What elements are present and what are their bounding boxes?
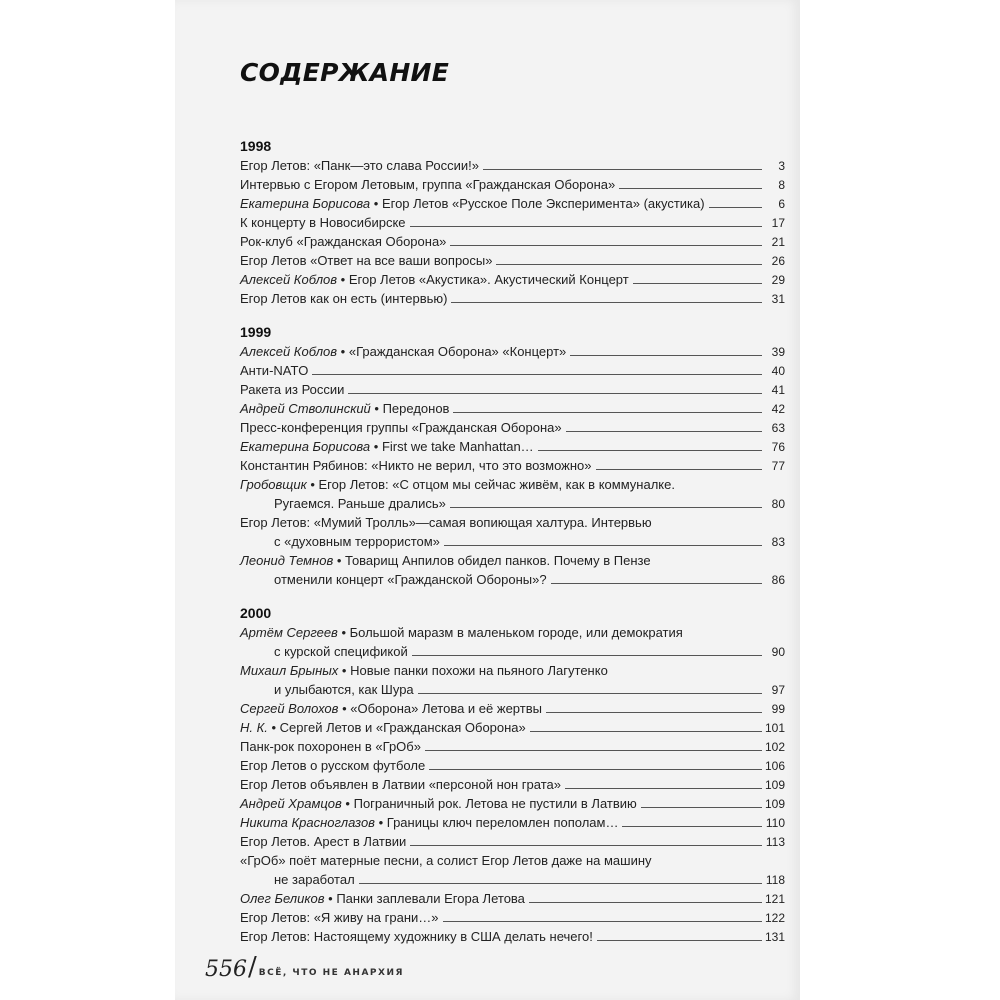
leader-line bbox=[597, 940, 762, 941]
toc-entry[interactable] bbox=[240, 513, 785, 551]
leader-line bbox=[483, 169, 762, 170]
author-bullet: • bbox=[338, 701, 351, 716]
toc-entry[interactable] bbox=[240, 832, 785, 851]
entry-title: «Гражданская Оборона» «Концерт» bbox=[348, 344, 567, 359]
toc-entry[interactable] bbox=[240, 289, 785, 308]
leader-line bbox=[418, 693, 762, 694]
entry-title: Егор Летов. Арест в Латвии bbox=[240, 834, 407, 849]
entry-author: Артём Сергеев bbox=[240, 625, 338, 640]
leader-line bbox=[453, 412, 762, 413]
entry-page-number: 121 bbox=[764, 892, 785, 906]
entry-title: Пограничный рок. Летова не пустили в Латвию bbox=[353, 796, 637, 811]
toc-entry[interactable] bbox=[240, 775, 785, 794]
entry-title: с «духовным террористом» bbox=[274, 534, 440, 549]
leader-line bbox=[412, 655, 762, 656]
entry-title: Сергей Летов и «Гражданская Оборона» bbox=[279, 720, 526, 735]
leader-line bbox=[565, 788, 762, 789]
entry-title: Анти-NATO bbox=[240, 363, 309, 378]
entry-page-number: 102 bbox=[764, 740, 785, 754]
entry-page-number: 109 bbox=[764, 778, 785, 792]
toc-entry[interactable] bbox=[240, 270, 785, 289]
author-bullet: • bbox=[337, 625, 350, 640]
entry-author: Алексей Коблов bbox=[240, 272, 338, 287]
author-bullet: • bbox=[370, 196, 382, 211]
leader-line bbox=[622, 826, 762, 827]
entry-author: Сергей Волохов bbox=[240, 701, 339, 716]
entry-title: Константин Рябинов: «Никто не верил, что это возможно» bbox=[240, 458, 592, 473]
entry-title: Ракета из России bbox=[240, 382, 345, 397]
entry-title: Ругаемся. Раньше дрались» bbox=[274, 496, 446, 511]
entry-title: Пресс-конференция группы «Гражданская Оборона» bbox=[240, 420, 562, 435]
leader-line bbox=[410, 226, 762, 227]
entry-page-number: 109 bbox=[764, 797, 785, 811]
toc-entry[interactable] bbox=[240, 794, 785, 813]
entry-page-number: 40 bbox=[771, 364, 785, 378]
entry-title: Егор Летов «Ответ на все ваши вопросы» bbox=[240, 253, 493, 268]
entry-page-number: 63 bbox=[771, 421, 785, 435]
toc-entry[interactable] bbox=[240, 737, 785, 756]
entry-page-number: 17 bbox=[771, 216, 785, 230]
toc-entry[interactable] bbox=[240, 213, 785, 232]
section-year: 1998 bbox=[240, 138, 272, 154]
toc-entry[interactable] bbox=[240, 456, 785, 475]
entry-page-number: 113 bbox=[765, 835, 785, 849]
entry-page-number: 42 bbox=[771, 402, 785, 416]
entry-author: Андрей Стволинский bbox=[240, 401, 371, 416]
entry-title: Границы ключ переломлен пополам… bbox=[386, 815, 619, 830]
entry-title: Интервью с Егором Летовым, группа «Гражданская Оборона» bbox=[240, 177, 616, 192]
toc-entry[interactable] bbox=[240, 699, 785, 718]
leader-line bbox=[451, 302, 762, 303]
entry-page-number: 118 bbox=[765, 873, 785, 887]
author-bullet: • bbox=[324, 891, 337, 906]
entry-title: Передонов bbox=[382, 401, 450, 416]
entry-author: Олег Беликов bbox=[240, 891, 325, 906]
entry-page-number: 122 bbox=[764, 911, 785, 925]
author-bullet: • bbox=[370, 439, 382, 454]
entry-page-number: 131 bbox=[764, 930, 785, 944]
leader-line bbox=[444, 545, 762, 546]
entry-title: Егор Летов «Акустика». Акустический Концерт bbox=[348, 272, 629, 287]
entry-title: Егор Летов о русском футболе bbox=[240, 758, 426, 773]
entry-title: Егор Летов: «Панк—это слава России!» bbox=[240, 158, 479, 173]
entry-author: Никита Красноглазов bbox=[240, 815, 375, 830]
page-footer bbox=[205, 952, 404, 982]
entry-page-number: 41 bbox=[771, 383, 785, 397]
entry-page-number: 3 bbox=[778, 159, 785, 173]
toc-section-1999 bbox=[240, 322, 785, 589]
entry-title: «Оборона» Летова и её жертвы bbox=[350, 701, 542, 716]
toc-entry[interactable] bbox=[240, 927, 785, 946]
leader-line bbox=[496, 264, 762, 265]
entry-page-number: 31 bbox=[771, 292, 785, 306]
entry-title: Егор Летов как он есть (интервью) bbox=[240, 291, 448, 306]
leader-line bbox=[709, 207, 762, 208]
leader-line bbox=[566, 431, 762, 432]
entry-page-number: 80 bbox=[771, 497, 785, 511]
entry-title: Егор Летов: «С отцом мы сейчас живём, как в коммуналке. bbox=[318, 477, 675, 492]
entry-author: Гробовщик bbox=[240, 477, 307, 492]
leader-line bbox=[450, 245, 762, 246]
leader-line bbox=[359, 883, 762, 884]
entry-author: Екатерина Борисова bbox=[240, 196, 371, 211]
section-year: 2000 bbox=[240, 605, 272, 621]
entry-title: First we take Manhattan… bbox=[381, 439, 534, 454]
entry-page-number: 8 bbox=[778, 178, 785, 192]
toc-entry[interactable] bbox=[240, 718, 785, 737]
leader-line bbox=[425, 750, 762, 751]
leader-line bbox=[570, 355, 762, 356]
author-bullet: • bbox=[306, 477, 319, 492]
entry-title: и улыбаются, как Шура bbox=[274, 682, 414, 697]
leader-line bbox=[596, 469, 763, 470]
toc-entry[interactable] bbox=[240, 175, 785, 194]
author-bullet: • bbox=[337, 272, 349, 287]
author-bullet: • bbox=[333, 553, 346, 568]
leader-line bbox=[312, 374, 762, 375]
toc-entry[interactable] bbox=[240, 623, 785, 661]
entry-page-number: 90 bbox=[771, 645, 785, 659]
entry-title: Егор Летов объявлен в Латвии «персоной нон грата» bbox=[240, 777, 561, 792]
entry-title: Егор Летов: «Я живу на грани…» bbox=[240, 910, 439, 925]
entry-page-number: 97 bbox=[771, 683, 785, 697]
toc-entry[interactable] bbox=[240, 889, 785, 908]
toc-section-2000 bbox=[240, 603, 785, 946]
author-bullet: • bbox=[267, 720, 280, 735]
entry-title: отменили концерт «Гражданской Обороны»? bbox=[274, 572, 547, 587]
entry-page-number: 6 bbox=[778, 197, 785, 211]
entry-title: Панк-рок похоронен в «ГрОб» bbox=[240, 739, 421, 754]
toc-entry[interactable] bbox=[240, 361, 785, 380]
toc-entry[interactable] bbox=[240, 475, 785, 513]
entry-title: Егор Летов «Русское Поле Эксперимента» (акустика) bbox=[381, 196, 705, 211]
entry-page-number: 83 bbox=[771, 535, 785, 549]
toc-entry[interactable] bbox=[240, 437, 785, 456]
entry-title: Егор Летов: «Мумий Тролль»—самая вопиющая халтура. Интервью bbox=[240, 515, 652, 530]
toc-entry[interactable] bbox=[240, 232, 785, 251]
toc-entry[interactable] bbox=[240, 908, 785, 927]
leader-line bbox=[450, 507, 762, 508]
book-title: ВСЁ, ЧТО НЕ АНАРХИЯ bbox=[258, 968, 404, 978]
entry-title: Новые панки похожи на пьяного Лагутенко bbox=[350, 663, 608, 678]
entry-page-number: 76 bbox=[771, 440, 785, 454]
author-bullet: • bbox=[341, 796, 354, 811]
entry-author: Алексей Коблов bbox=[240, 344, 338, 359]
toc-entry[interactable] bbox=[240, 418, 785, 437]
entry-title: Рок-клуб «Гражданская Оборона» bbox=[240, 234, 447, 249]
entry-author: Леонид Темнов bbox=[240, 553, 334, 568]
author-bullet: • bbox=[370, 401, 383, 416]
entry-page-number: 99 bbox=[771, 702, 785, 716]
entry-title: Егор Летов: Настоящему художнику в США делать нечего! bbox=[240, 929, 593, 944]
toc-entry[interactable] bbox=[240, 156, 785, 175]
leader-line bbox=[348, 393, 762, 394]
leader-line bbox=[429, 769, 762, 770]
entry-page-number: 39 bbox=[771, 345, 785, 359]
footer-slash: / bbox=[248, 952, 257, 982]
page-title: СОДЕРЖАНИЕ bbox=[240, 58, 450, 87]
toc-entry[interactable] bbox=[240, 661, 785, 699]
toc-entry[interactable] bbox=[240, 756, 785, 775]
leader-line bbox=[529, 902, 762, 903]
toc-entry[interactable] bbox=[240, 851, 785, 889]
entry-title: «ГрОб» поёт матерные песни, а солист Егор Летов даже на машину bbox=[240, 853, 652, 868]
entry-author: Андрей Храмцов bbox=[240, 796, 342, 811]
entry-author: Н. К. bbox=[240, 720, 268, 735]
entry-page-number: 29 bbox=[771, 273, 785, 287]
leader-line bbox=[551, 583, 762, 584]
entry-title: не заработал bbox=[274, 872, 355, 887]
leader-line bbox=[619, 188, 762, 189]
entry-page-number: 106 bbox=[764, 759, 785, 773]
entry-page-number: 86 bbox=[771, 573, 785, 587]
entry-title: К концерту в Новосибирске bbox=[240, 215, 406, 230]
author-bullet: • bbox=[374, 815, 387, 830]
leader-line bbox=[530, 731, 762, 732]
author-bullet: • bbox=[337, 344, 349, 359]
entry-title: Товарищ Анпилов обидел панков. Почему в Пензе bbox=[345, 553, 651, 568]
leader-line bbox=[538, 450, 762, 451]
leader-line bbox=[633, 283, 762, 284]
leader-line bbox=[443, 921, 762, 922]
entry-author: Екатерина Борисова bbox=[240, 439, 371, 454]
toc-entry[interactable] bbox=[240, 380, 785, 399]
toc-entry[interactable] bbox=[240, 251, 785, 270]
entry-page-number: 77 bbox=[771, 459, 785, 473]
toc-entry[interactable] bbox=[240, 813, 785, 832]
section-year: 1999 bbox=[240, 324, 272, 340]
entry-author: Михаил Брыных bbox=[240, 663, 339, 678]
entry-title: Большой маразм в маленьком городе, или демократия bbox=[349, 625, 683, 640]
entry-page-number: 21 bbox=[771, 235, 785, 249]
page-number: 556 bbox=[205, 957, 247, 982]
entry-title: Панки заплевали Егора Летова bbox=[336, 891, 525, 906]
table-of-contents bbox=[240, 136, 785, 960]
entry-title: с курской спецификой bbox=[274, 644, 408, 659]
leader-line bbox=[410, 845, 762, 846]
entry-page-number: 26 bbox=[771, 254, 785, 268]
toc-entry[interactable] bbox=[240, 342, 785, 361]
leader-line bbox=[546, 712, 762, 713]
toc-entry[interactable] bbox=[240, 551, 785, 589]
toc-entry[interactable] bbox=[240, 399, 785, 418]
leader-line bbox=[641, 807, 762, 808]
toc-section-1998 bbox=[240, 136, 785, 308]
author-bullet: • bbox=[338, 663, 351, 678]
entry-page-number: 101 bbox=[764, 721, 785, 735]
toc-entry[interactable] bbox=[240, 194, 785, 213]
entry-page-number: 110 bbox=[765, 816, 785, 830]
